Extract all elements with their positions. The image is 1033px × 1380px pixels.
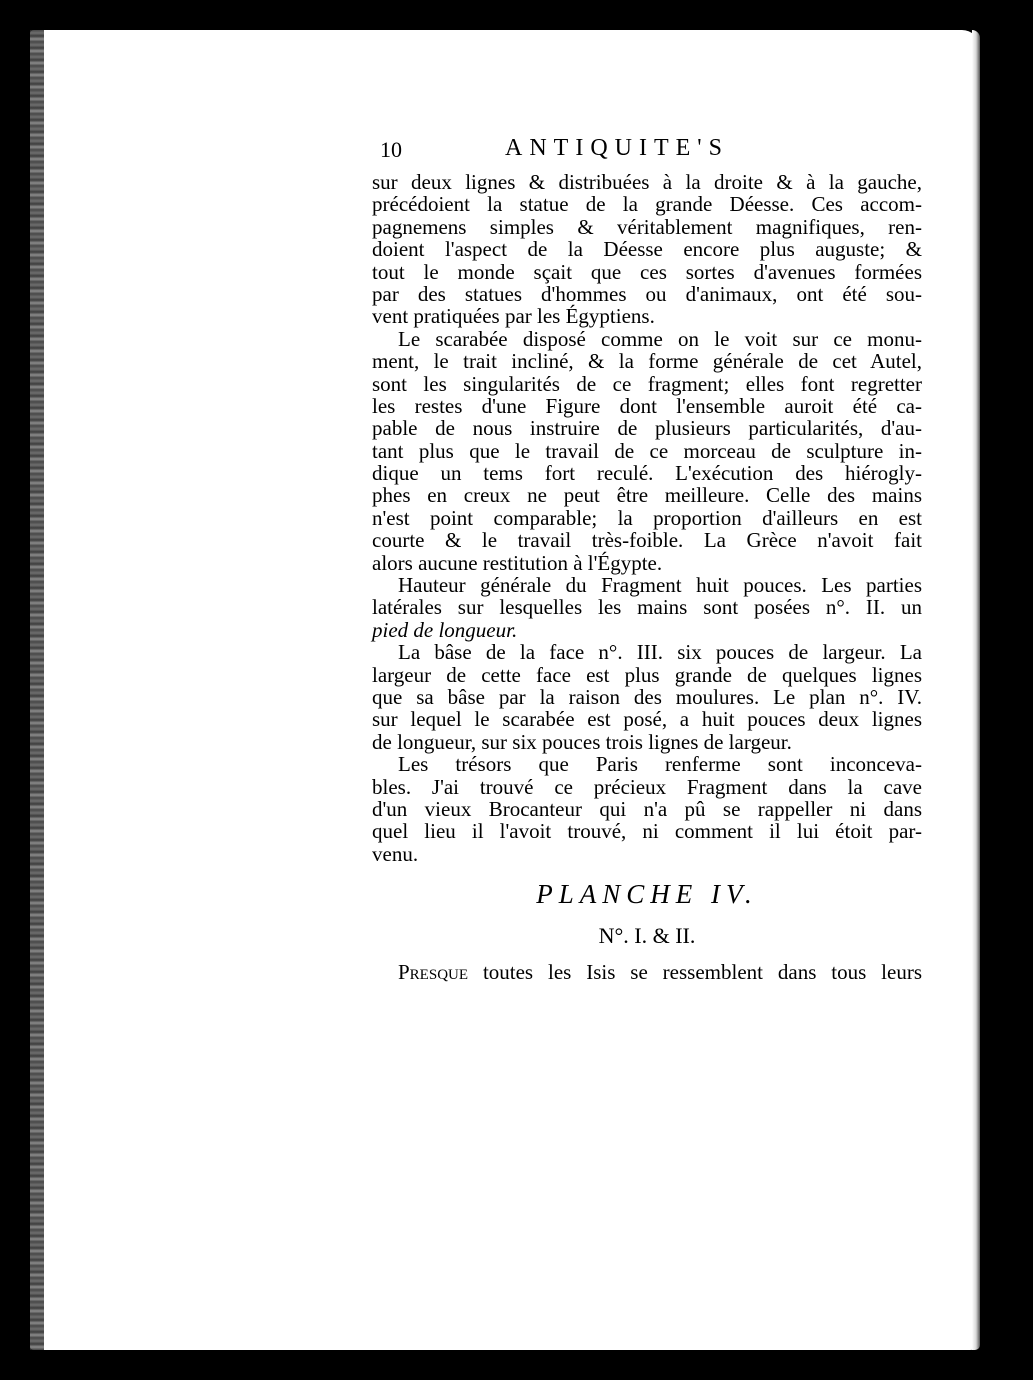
text-line: bles. J'ai trouvé ce précieux Fragment dans la cave bbox=[372, 774, 922, 799]
text-line: sur deux lignes & distribuées à la droite & à la gauche, bbox=[372, 170, 922, 194]
text-line: ment, le trait incliné, & la forme générale de cet Autel, bbox=[372, 349, 922, 374]
text-line: doient l'aspect de la Déesse encore plus auguste; & bbox=[372, 237, 922, 262]
plate-numbers: N°. I. & II. bbox=[598, 923, 696, 949]
text-line: courte & le travail très-foible. La Grèce n'avoit fait bbox=[372, 528, 922, 553]
text-line: tant plus que le travail de ce morceau de sculpture in- bbox=[372, 438, 922, 463]
text-line: sur lequel le scarabée est posé, a huit pouces deux lignes bbox=[372, 707, 922, 732]
text-line: vent pratiquées par les Égyptiens. bbox=[372, 304, 655, 329]
text-line: La bâse de la face n°. III. six pouces de largeur. La bbox=[398, 640, 922, 665]
text-block bbox=[372, 135, 922, 985]
text-line: pagnemens simples & véritablement magnifiques, ren- bbox=[372, 214, 922, 239]
final-text-line bbox=[372, 961, 922, 985]
text-line: tout le monde sçait que ces sortes d'avenues formées bbox=[372, 259, 922, 284]
text-line: les restes d'une Figure dont l'ensemble auroit été ca- bbox=[372, 393, 922, 418]
text-line: que sa bâse par la raison des moulures. Le plan n°. IV. bbox=[372, 684, 922, 709]
text-line: pable de nous instruire de plusieurs particularités, d'au- bbox=[372, 416, 922, 441]
text-line: latérales sur lesquelles les mains sont posées n°. II. un bbox=[372, 595, 922, 620]
text-line: alors aucune restitution à l'Égypte. bbox=[372, 550, 663, 575]
final-line-lead-word: Presque bbox=[398, 960, 469, 985]
text-line: Les trésors que Paris renferme sont inconceva- bbox=[398, 752, 922, 777]
running-title: ANTIQUITE'S bbox=[505, 135, 729, 161]
plate-heading: PLANCHE IV. bbox=[536, 879, 758, 910]
text-line: quel lieu il l'avoit trouvé, ni comment il lui étoit par- bbox=[372, 819, 922, 844]
text-line: n'est point comparable; la proportion d'ailleurs en est bbox=[372, 505, 922, 530]
text-line: sont les singularités de ce fragment; elles font regretter bbox=[372, 371, 922, 396]
text-line: Hauteur générale du Fragment huit pouces. Les parties bbox=[398, 573, 922, 598]
running-head bbox=[372, 135, 922, 171]
page-number: 10 bbox=[380, 137, 402, 162]
text-line: précédoient la statue de la grande Déesse. Ces accom- bbox=[372, 192, 922, 217]
text-line: par des statues d'hommes ou d'animaux, ont été sou- bbox=[372, 281, 922, 306]
text-line: Le scarabée disposé comme on le voit sur ce monu- bbox=[398, 326, 922, 351]
final-line-rest: toutes les Isis se ressemblent dans tous leurs bbox=[482, 960, 923, 985]
text-line: largeur de cette face est plus grande de quelques lignes bbox=[372, 662, 922, 687]
text-line: phes en creux ne peut être meilleure. Celle des mains bbox=[372, 483, 922, 508]
text-line: venu. bbox=[372, 841, 419, 866]
binding-edge-shadow bbox=[30, 30, 44, 1350]
page-right-edge bbox=[972, 30, 980, 1350]
text-line: de longueur, sur six pouces trois lignes de largeur. bbox=[372, 729, 792, 754]
text-line: d'un vieux Brocanteur qui n'a pû se rappeller ni dans bbox=[372, 796, 922, 821]
text-line: pied de longueur. bbox=[372, 617, 518, 642]
text-line: dique un tems fort reculé. L'exécution des hiérogly- bbox=[372, 461, 922, 486]
